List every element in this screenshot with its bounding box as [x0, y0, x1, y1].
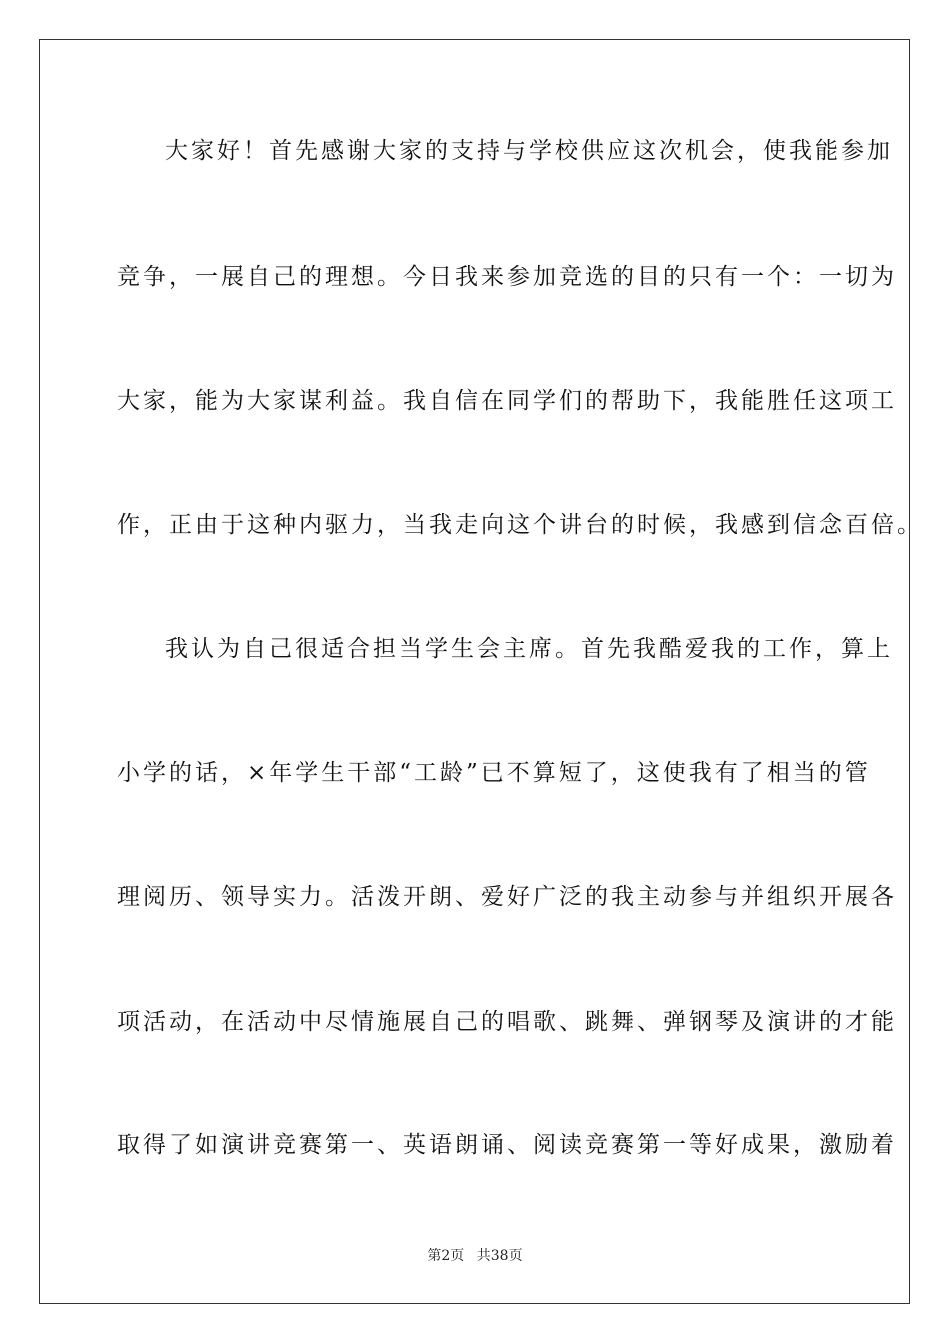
page-frame	[39, 39, 923, 1304]
paragraph-line: 理阅历、领导实力。活泼开朗、爱好广泛的我主动参与并组织开展各	[117, 884, 897, 910]
paragraph-line: 大家好！首先感谢大家的支持与学校供应这次机会，使我能参加	[165, 138, 893, 164]
paragraph-line: 取得了如演讲竞赛第一、英语朗诵、阅读竞赛第一等好成果，激励着	[117, 1132, 897, 1158]
paragraph-line: 大家，能为大家谋利益。我自信在同学们的帮助下，我能胜任这项工	[117, 388, 897, 414]
paragraph-line: 竞争，一展自己的理想。今日我来参加竞选的目的只有一个：一切为	[117, 264, 897, 290]
paragraph-line: 我认为自己很适合担当学生会主席。首先我酷爱我的工作，算上	[165, 636, 893, 662]
paragraph-line: 项活动，在活动中尽情施展自己的唱歌、跳舞、弹钢琴及演讲的才能	[117, 1009, 897, 1035]
paragraph-line: 作，正由于这种内驱力，当我走向这个讲台的时候，我感到信念百倍。	[117, 512, 923, 538]
page-total: 共38页	[476, 1248, 523, 1264]
page-footer	[0, 1246, 950, 1266]
paragraph-line: 小学的话，×年学生干部“工龄”已不算短了，这使我有了相当的管	[117, 760, 871, 786]
page-number: 第2页	[427, 1248, 465, 1264]
